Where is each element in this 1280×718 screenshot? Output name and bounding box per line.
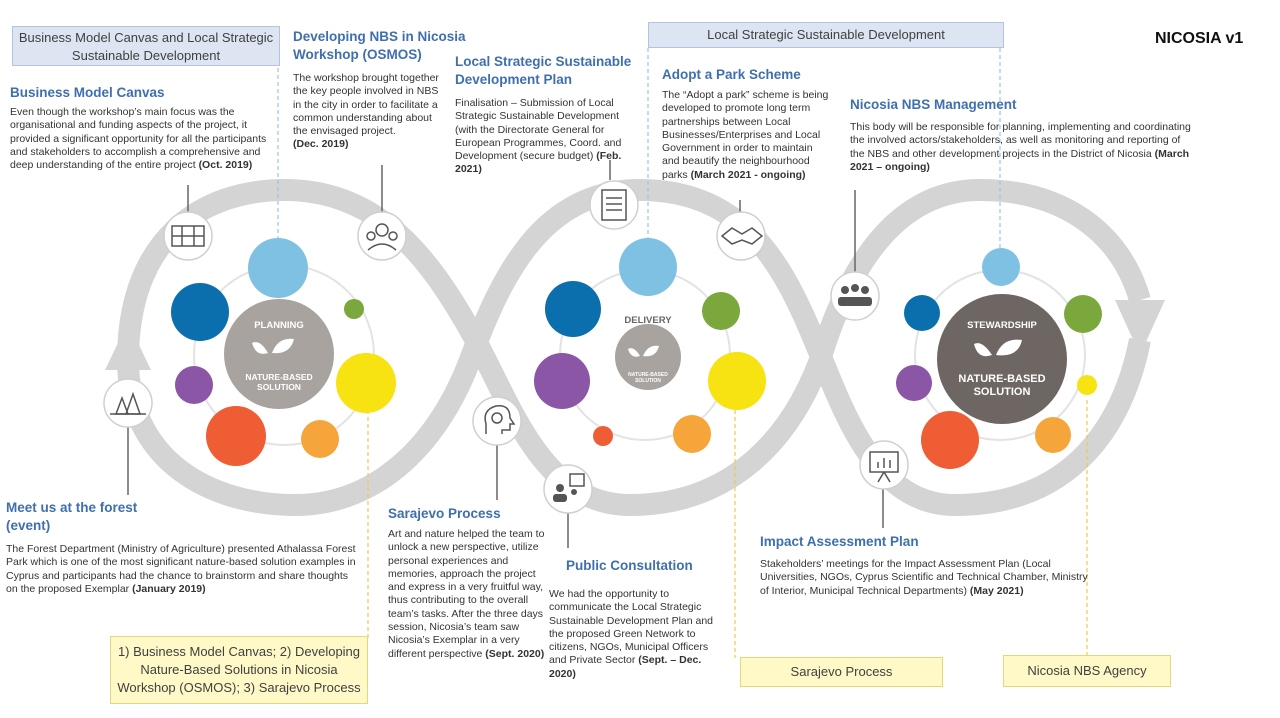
circle-red: [206, 406, 266, 466]
lssdp-text: Finalisation – Submission of Local Strategic Sustainable Development (with the Directorate General for European Programmes, Coord. and Development (secure budget) (Feb. 2021): [455, 97, 622, 176]
forest-text: The Forest Department (Ministry of Agriculture) presented Athalassa Forest Park which is one of the most significant nature-based solution examples in Cyprus and participants had the chance to brainstorm and share thoughts on the proposed Exemplar (January 2019): [6, 543, 356, 595]
consult-heading: Public Consultation: [566, 558, 693, 573]
planning-cluster: [171, 238, 396, 466]
circle-orange: [673, 415, 711, 453]
header-box-left: Business Model Canvas and Local Strategic Sustainable Development: [12, 26, 280, 66]
consult-text: We had the opportunity to communicate the Local Strategic Sustainable Development Plan and the proposed Green Network to citizens, NGOs, Municipal Officers and Private Sector (Sept. – Dec. 2020): [549, 588, 714, 680]
circle-green: [1064, 295, 1102, 333]
brain-head-icon: [473, 397, 521, 445]
circle-yellow: [336, 353, 396, 413]
circle-purple: [534, 353, 590, 409]
circle-light-blue: [982, 248, 1020, 286]
mgmt-text: This body will be responsible for planning, implementing and coordinating the involved actors/stakeholders, as well as monitoring and reporting of the NBS and other development projects in the District of Nicosia (March 2021 – ongoing): [850, 121, 1191, 173]
circle-light-blue: [248, 238, 308, 298]
circle-green: [702, 292, 740, 330]
circle-purple: [175, 366, 213, 404]
impact-text: Stakeholders’ meetings for the Impact Assessment Plan (Local Universities, NGOs, Cyprus Scientific and Technical Chamber, Ministry of Interior, Municipal Technical Departments) (May 2021): [760, 558, 1088, 597]
circle-dark-blue: [545, 281, 601, 337]
bmc-text: Even though the workshop’s main focus was the organisational and funding aspects of the project, it provided a significant opportunity for all the participants and stakeholders to accomplish a comprehensive and deep understanding of the entire project (Oct. 2019): [10, 106, 267, 172]
stewardship-cluster: [896, 248, 1102, 469]
bottom-box-left: 1) Business Model Canvas; 2) Developing Nature-Based Solutions in Nicosia Workshop (OSMOS); 3) Sarajevo Process: [110, 636, 368, 704]
forest-trees-icon: [104, 379, 152, 427]
delivery-hub-label: DELIVERY: [624, 315, 672, 326]
planning-hub-label: PLANNING: [254, 320, 304, 331]
mgmt-heading: Nicosia NBS Management: [850, 97, 1017, 112]
sarajevo-heading: Sarajevo Process: [388, 506, 501, 521]
circle-red: [921, 411, 979, 469]
delivery-cluster: [534, 238, 766, 453]
circle-orange: [301, 420, 339, 458]
stewardship-hub-label: STEWARDSHIP: [967, 320, 1037, 331]
park-heading: Adopt a Park Scheme: [662, 67, 801, 82]
page-title: NICOSIA v1: [1155, 30, 1244, 47]
bottom-box-right: Nicosia NBS Agency: [1003, 655, 1171, 687]
bottom-box-middle: Sarajevo Process: [740, 657, 943, 687]
impact-heading: Impact Assessment Plan: [760, 534, 919, 549]
question-people-icon: [544, 465, 592, 513]
park-text: The “Adopt a park” scheme is being developed to promote long term partnerships between Local Businesses/Enterprises and Local Government in order to maintain and beautify the neighbourhood parks (March 2021 - ongoing): [662, 89, 829, 181]
circle-purple: [896, 365, 932, 401]
presentation-chart-icon: [860, 441, 908, 489]
lssdp-heading: Local Strategic Sustainable Development Plan: [455, 54, 632, 87]
osmos-text: The workshop brought together the key people involved in NBS in the city in order to facilitate a common understanding about the envisaged project. (Dec. 2019): [293, 72, 439, 151]
handshake-icon: [717, 212, 765, 260]
circle-yellow: [708, 352, 766, 410]
flow-arrow-left: [105, 322, 151, 370]
circle-small-green: [344, 299, 364, 319]
header-box-right: Local Strategic Sustainable Development: [648, 22, 1004, 48]
canvas-grid-icon: [164, 212, 212, 260]
document-icon: [590, 181, 638, 229]
circle-small-yellow: [1077, 375, 1097, 395]
circle-light-blue: [619, 238, 677, 296]
stewardship-hub-sub: NATURE-BASED SOLUTION: [958, 373, 1046, 398]
sarajevo-text: Art and nature helped the team to unlock a new perspective, utilize personal experiences and memories, approach the project and express in a very fruitful way, thus contributing to the overall team’s tasks. After the three days session, Nicosia’s team saw Nicosia’s Exemplar in a very different perspective (Sept. 2020): [388, 528, 545, 660]
bmc-heading: Business Model Canvas: [10, 85, 165, 100]
meeting-people-icon: [358, 212, 406, 260]
circle-small-red: [593, 426, 613, 446]
circle-dark-blue: [171, 283, 229, 341]
circle-dark-blue: [904, 295, 940, 331]
forest-heading: Meet us at the forest (event): [6, 500, 138, 533]
osmos-heading: Developing NBS in Nicosia Workshop (OSMOS): [293, 29, 466, 62]
planning-hub: [224, 299, 334, 409]
planning-hub-sub: NATURE-BASED SOLUTION: [245, 372, 313, 392]
delivery-hub-sub: NATURE-BASED SOLUTION: [628, 372, 668, 384]
circle-orange: [1035, 417, 1071, 453]
group-icon: [831, 272, 879, 320]
flow-arrow-right: [1115, 300, 1165, 355]
stewardship-hub: [937, 294, 1067, 424]
